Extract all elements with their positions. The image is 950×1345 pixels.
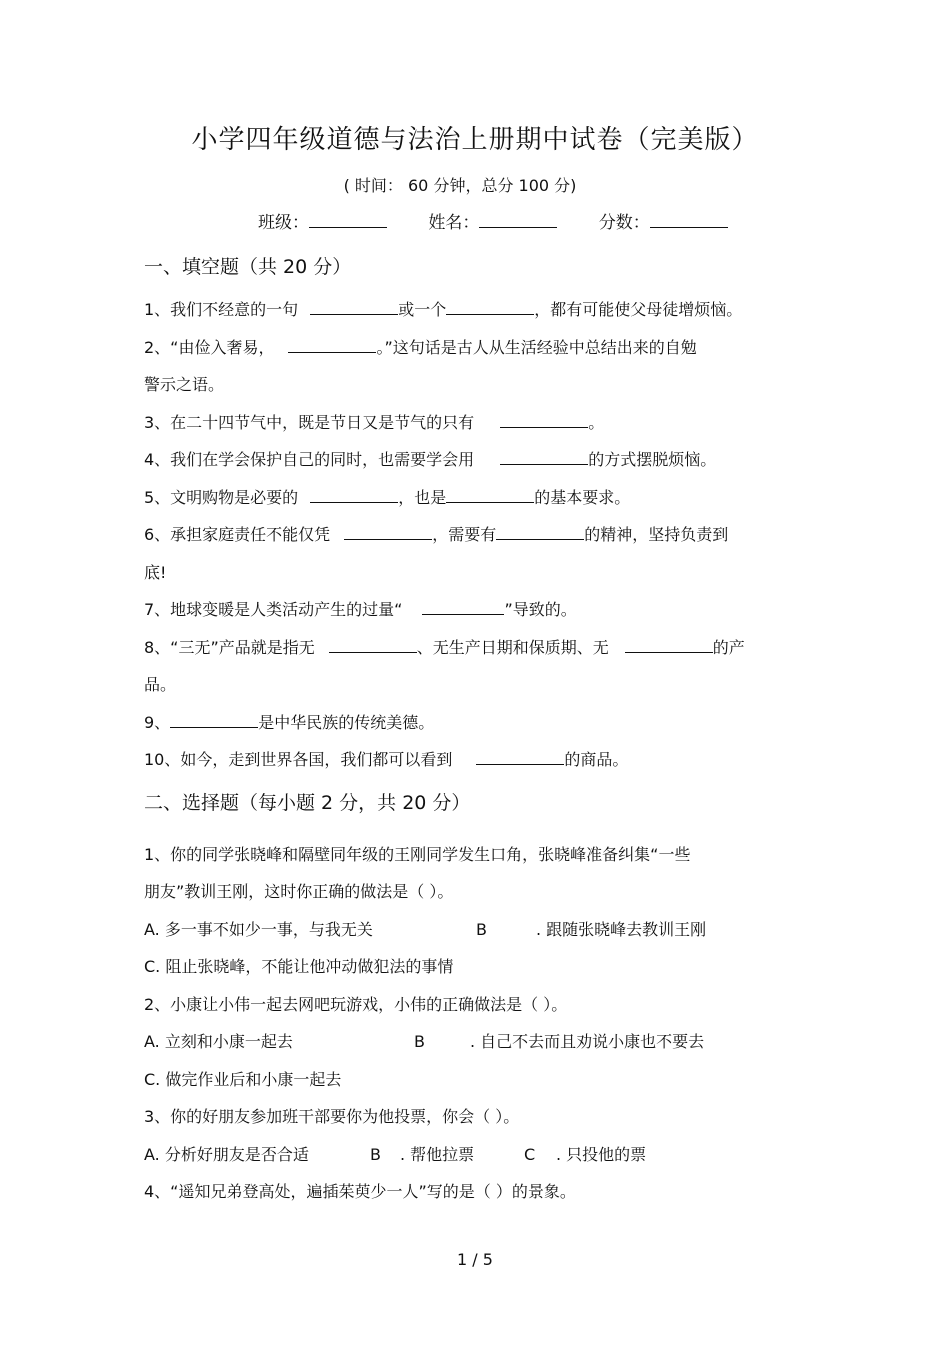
option-a: A. 立刻和小康一起去 [144, 1032, 293, 1051]
fill-question-4 [144, 447, 716, 473]
page-number: 1 / 5 [457, 1250, 493, 1269]
option-b-letter: B [476, 920, 487, 939]
fill-question-5 [144, 485, 630, 511]
q-text: 、无生产日期和保质期、无 [416, 638, 609, 657]
class-blank [309, 226, 387, 228]
fill-question-3 [144, 410, 604, 436]
answer-blank [500, 411, 588, 428]
fill-question-7 [144, 597, 577, 623]
student-info-line [258, 210, 728, 236]
choice-question-4-stem: 4、“遥知兄弟登高处，遍插茱萸少一人”写的是（ ）的景象。 [144, 1182, 576, 1201]
choice-question-3-stem: 3、你的好朋友参加班干部要你为他投票，你会（ ）。 [144, 1107, 520, 1126]
option-a: A. 分析好朋友是否合适 [144, 1145, 309, 1164]
q-text: 的商品。 [564, 750, 629, 769]
class-field [258, 210, 387, 236]
option-b-letter: B [370, 1145, 381, 1164]
answer-blank [310, 298, 398, 315]
q-text: ”导致的。 [504, 600, 577, 619]
section2-heading: 二、选择题（每小题 2 分，共 20 分） [144, 792, 471, 814]
exam-subtitle: ( 时间： 60 分钟，总分 100 分) [343, 176, 577, 195]
answer-blank [446, 298, 534, 315]
q-text: 的产 [712, 638, 745, 657]
answer-blank [344, 523, 432, 540]
q-text: 6、承担家庭责任不能仅凭 [144, 525, 331, 544]
choice-question-2-option-c: C. 做完作业后和小康一起去 [144, 1070, 342, 1089]
name-blank [479, 226, 557, 228]
option-b: . 帮他拉票 [400, 1145, 475, 1164]
fill-question-1 [144, 297, 742, 323]
fill-question-9 [144, 710, 434, 736]
q-text: ，都有可能使父母徒增烦恼。 [534, 300, 743, 319]
fill-question-8 [144, 635, 745, 661]
answer-blank [625, 636, 713, 653]
q-text: 4、我们在学会保护自己的同时，也需要学会用 [144, 450, 475, 469]
q-text: ，也是 [398, 488, 447, 507]
option-c: . 只投他的票 [556, 1145, 647, 1164]
choice-question-1-stem-cont: 朋友”教训王刚，这时你正确的做法是（ ）。 [144, 882, 454, 901]
q-text: 1、我们不经意的一句 [144, 300, 299, 319]
answer-blank [329, 636, 417, 653]
choice-question-1-stem: 1、你的同学张晓峰和隔壁同年级的王刚同学发生口角，张晓峰准备纠集“一些 [144, 845, 691, 864]
choice-question-2-stem: 2、小康让小伟一起去网吧玩游戏，小伟的正确做法是（ ）。 [144, 995, 568, 1014]
answer-blank [422, 598, 504, 615]
answer-blank [170, 711, 258, 728]
name-field [428, 210, 557, 236]
q-text: 。”这句话是古人从生活经验中总结出来的自勉 [376, 338, 697, 357]
score-label: 分数： [598, 213, 650, 233]
choice-question-1-option-c: C. 阻止张晓峰，不能让他冲动做犯法的事情 [144, 957, 454, 976]
q-text: 是中华民族的传统美德。 [258, 713, 435, 732]
fill-question-2-cont: 警示之语。 [144, 375, 225, 394]
option-b-letter: B [414, 1032, 425, 1051]
q-text: 7、地球变暖是人类活动产生的过量“ [144, 600, 403, 619]
q-text: 8、“三无”产品就是指无 [144, 638, 315, 657]
q-text: 的精神，坚持负责到 [584, 525, 729, 544]
option-a: A. 多一事不如少一事，与我无关 [144, 920, 373, 939]
q-text: 3、在二十四节气中，既是节日又是节气的只有 [144, 413, 475, 432]
answer-blank [476, 748, 564, 765]
q-text: 9、 [144, 713, 171, 732]
q-text: 的方式摆脱烦恼。 [588, 450, 717, 469]
choice-question-2-options-ab [144, 1029, 704, 1055]
q-text: 或一个 [398, 300, 447, 319]
option-c-letter: C [524, 1145, 536, 1164]
score-field [599, 210, 728, 236]
score-blank [650, 226, 728, 228]
fill-question-6 [144, 522, 728, 548]
class-label: 班级： [258, 213, 309, 233]
q-text: 2、“由俭入奢易， [144, 338, 275, 357]
option-b: . 跟随张晓峰去教训王刚 [536, 920, 707, 939]
answer-blank [500, 448, 588, 465]
answer-blank [446, 486, 534, 503]
choice-question-3-options [144, 1142, 646, 1168]
fill-question-8-cont: 品。 [144, 675, 177, 694]
q-text: 5、文明购物是必要的 [144, 488, 299, 507]
fill-question-6-cont: 底! [144, 563, 167, 582]
q-text: 。 [588, 413, 605, 432]
page-title: 小学四年级道德与法治上册期中试卷（完美版） [191, 125, 759, 155]
answer-blank [496, 523, 584, 540]
option-b: . 自己不去而且劝说小康也不要去 [470, 1032, 705, 1051]
choice-question-1-options-ab [144, 917, 706, 943]
q-text: 的基本要求。 [534, 488, 631, 507]
section1-heading: 一、填空题（共 20 分） [144, 256, 352, 278]
answer-blank [288, 336, 376, 353]
q-text: 10、如今，走到世界各国，我们都可以看到 [144, 750, 453, 769]
name-label: 姓名： [428, 213, 480, 233]
fill-question-2 [144, 335, 697, 361]
q-text: ，需要有 [432, 525, 497, 544]
fill-question-10 [144, 747, 628, 773]
answer-blank [310, 486, 398, 503]
